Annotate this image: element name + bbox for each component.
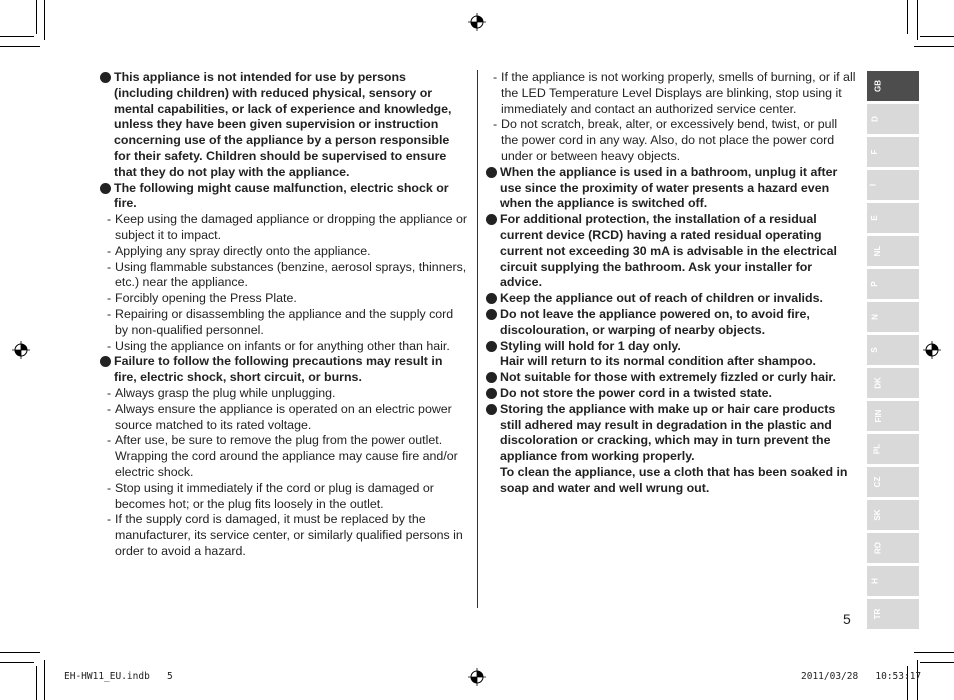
crop-mark: [920, 36, 954, 37]
tab-tr: [867, 599, 919, 629]
bullet-text: Not suitable for those with extremely fizzled or curly hair.: [500, 370, 836, 385]
bullet-text: This appliance is not intended for use by persons (including children) with reduced physical, sensory or mental capabilities, or lack of experience and knowledge, unless they have been given supervision or instruction concerning use of the appliance by a person responsible for their safety. Children should be supervised to ensure that they do not play with the appliance.: [114, 70, 452, 179]
dash-item: [486, 70, 856, 117]
bullet-item: [486, 291, 856, 307]
footer-timestamp: [801, 671, 921, 682]
dash-mark: -: [107, 512, 112, 527]
dash-mark: -: [107, 243, 112, 258]
dash-text: Keep using the damaged appliance or dropping the appliance or subject it to impact.: [115, 212, 468, 242]
tab-gb: [867, 71, 919, 101]
tab-label: CZ: [872, 476, 882, 488]
tab-label: NL: [872, 245, 882, 257]
footer-time: 10:53:17: [875, 671, 922, 682]
bullet-text: Storing the appliance with make up or hair care products still adhered may result in degradation in the plastic and discoloration or cracking, which may in turn prevent the appliance from working properly.: [500, 401, 836, 464]
tab-label: N: [870, 314, 880, 320]
dash-mark: -: [107, 480, 112, 495]
dash-mark: -: [107, 433, 112, 448]
bullet-text: For additional protection, the installation of a residual current device (RCD) having a rated residual operating current not exceeding 30 mA is advisable in the electrical circuit supplying the bathroom. Ask your installer for advice.: [500, 212, 837, 290]
footer-date: 2011/03/28: [801, 671, 859, 682]
dash-item: [100, 481, 468, 513]
dash-item: [100, 212, 468, 244]
registration-mark-icon: [468, 13, 486, 31]
bullet-item: [486, 386, 856, 402]
right-column: [486, 70, 856, 497]
dash-text: Always grasp the plug while unplugging.: [115, 385, 336, 400]
dash-item: [486, 117, 856, 164]
bullet-item: [486, 307, 856, 339]
tab-pl: [867, 434, 919, 464]
crop-mark: [0, 46, 40, 47]
bullet-text: Do not store the power cord in a twisted state.: [500, 385, 772, 400]
tab-label: S: [870, 347, 880, 353]
dash-mark: -: [493, 117, 498, 132]
tab-s: [867, 335, 919, 365]
bullet-item: [100, 354, 468, 386]
dash-mark: -: [107, 338, 112, 353]
registration-mark-icon: [12, 341, 30, 359]
tab-label: H: [870, 578, 880, 584]
tab-e: [867, 203, 919, 233]
dash-mark: -: [107, 401, 112, 416]
tab-cz: [867, 467, 919, 497]
column-divider: [477, 70, 478, 608]
footer-filename: EH-HW11_EU.indb: [64, 671, 150, 682]
crop-mark: [920, 662, 954, 663]
tab-label: D: [870, 116, 880, 122]
crop-mark: [0, 36, 34, 37]
dash-item: [100, 307, 468, 339]
tab-label: PL: [872, 443, 882, 455]
bullet-item: [486, 402, 856, 497]
tab-fin: [867, 401, 919, 431]
left-column: [100, 70, 468, 560]
registration-mark-icon: [923, 341, 941, 359]
crop-mark: [917, 0, 918, 40]
crop-mark: [0, 652, 40, 653]
bullet-extra-text: Hair will return to its normal condition after shampoo.: [500, 354, 816, 369]
tab-label: I: [868, 183, 878, 187]
tab-label: TR: [872, 608, 882, 620]
dash-text: Applying any spray directly onto the appliance.: [115, 243, 371, 258]
bullet-text: Keep the appliance out of reach of children or invalids.: [500, 291, 823, 306]
bullet-item: [100, 70, 468, 181]
crop-mark: [914, 652, 954, 653]
tab-label: GB: [873, 80, 883, 92]
tab-p: [867, 269, 919, 299]
dash-mark: -: [107, 291, 112, 306]
tab-h: [867, 566, 919, 596]
tab-f: [867, 137, 919, 167]
dash-item: [100, 386, 468, 402]
dash-text: If the appliance is not working properly, smells of burning, or if all the LED Temperature Level Displays are blinking, stop using it immediately and contact an authorized service center.: [501, 70, 856, 116]
footer-page: 5: [166, 671, 173, 682]
dash-item: [100, 339, 468, 355]
dash-text: If the supply cord is damaged, it must be replaced by the manufacturer, its service center, or similarly qualified persons in order to avoid a hazard.: [115, 512, 463, 558]
tab-ro: [867, 533, 919, 563]
tab-label: RO: [873, 542, 883, 554]
dash-text: Repairing or disassembling the appliance and the supply cord by non-qualified personnel.: [115, 306, 454, 337]
dash-item: [100, 291, 468, 307]
dash-item: [100, 433, 468, 480]
language-tabs: [867, 71, 919, 632]
dash-text: Stop using it immediately if the cord or plug is damaged or becomes hot; or the plug fits loosely in the outlet.: [115, 480, 434, 511]
dash-item: [100, 260, 468, 292]
tab-dk: [867, 368, 919, 398]
dash-text: Always ensure the appliance is operated on an electric power source matched to its rated voltage.: [115, 401, 452, 432]
registration-mark-icon: [468, 668, 486, 686]
crop-mark: [36, 666, 37, 700]
dash-text: Using flammable substances (benzine, aerosol sprays, thinners, etc.) near the appliance.: [115, 259, 467, 290]
dash-text: Forcibly opening the Press Plate.: [115, 291, 297, 306]
footer-file: [64, 671, 173, 682]
crop-mark: [36, 0, 37, 34]
bullet-item: [486, 165, 856, 212]
bullet-item: [100, 181, 468, 213]
dash-mark: -: [107, 212, 112, 227]
dash-mark: -: [107, 259, 112, 274]
dash-text: Using the appliance on infants or for anything other than hair.: [115, 338, 450, 353]
tab-label: FIN: [873, 409, 883, 423]
dash-mark: -: [107, 306, 112, 321]
bullet-text: Failure to follow the following precautions may result in fire, electric shock, short circuit, or burns.: [114, 354, 443, 385]
dash-mark: -: [493, 70, 498, 84]
tab-d: [867, 104, 919, 134]
dash-text: After use, be sure to remove the plug from the power outlet. Wrapping the cord around the appliance may cause fire and/or electric shock.: [115, 433, 458, 479]
dash-item: [100, 402, 468, 434]
tab-label: SK: [873, 509, 883, 521]
tab-label: P: [870, 281, 880, 287]
dash-text: Do not scratch, break, alter, or excessively bend, twist, or pull the power cord in any way. Also, do not place the power cord under or between heavy objects.: [501, 117, 838, 163]
tab-label: F: [869, 149, 879, 155]
bullet-extra-text: To clean the appliance, use a cloth that has been soaked in soap and water and well wrung out.: [500, 464, 848, 495]
tab-sk: [867, 500, 919, 530]
tab-label: E: [870, 215, 880, 221]
crop-mark: [44, 0, 45, 40]
dash-mark: -: [107, 385, 112, 400]
crop-mark: [914, 46, 954, 47]
bullet-text: Do not leave the appliance powered on, to avoid fire, discolouration, or warping of nearby objects.: [500, 306, 810, 337]
bullet-text: The following might cause malfunction, electric shock or fire.: [114, 180, 449, 211]
bullet-item: [486, 370, 856, 386]
tab-nl: [867, 236, 919, 266]
crop-mark: [44, 660, 45, 700]
crop-mark: [907, 0, 908, 34]
bullet-item: [486, 212, 856, 291]
bullet-item: [486, 339, 856, 371]
page-number: 5: [843, 611, 851, 627]
crop-mark: [0, 662, 34, 663]
tab-i: [867, 170, 919, 200]
dash-item: [100, 244, 468, 260]
bullet-text: Styling will hold for 1 day only.: [500, 338, 681, 353]
tab-label: DK: [873, 377, 883, 389]
tab-n: [867, 302, 919, 332]
bullet-text: When the appliance is used in a bathroom, unplug it after use since the proximity of water presents a hazard even when the appliance is switched off.: [500, 164, 838, 211]
dash-item: [100, 512, 468, 559]
